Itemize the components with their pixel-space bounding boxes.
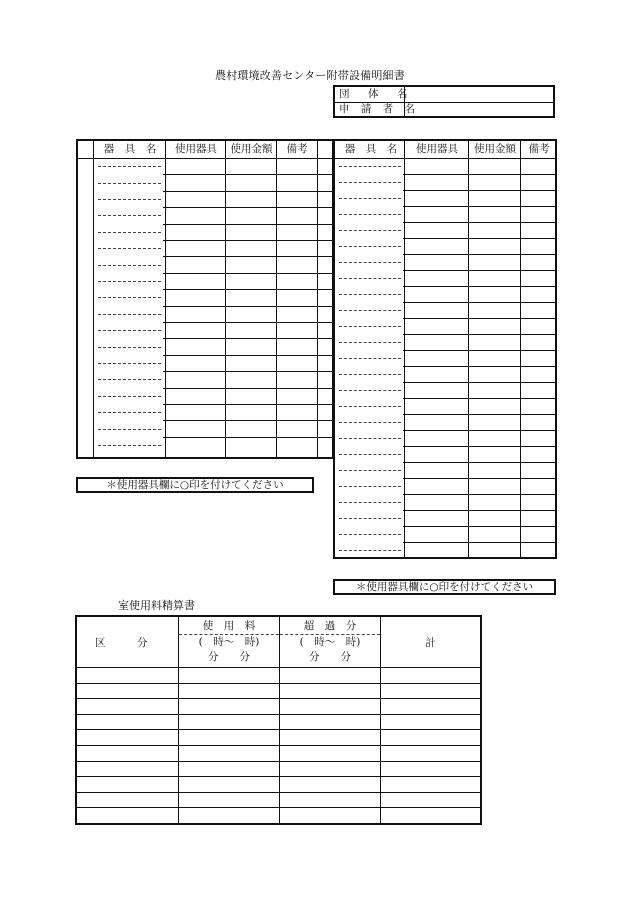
row-divider [163, 191, 332, 192]
applicant-name-label: 申 請 者 名 [335, 102, 405, 117]
header-usage-time: ( 時～ 時) [198, 636, 260, 648]
row-divider [403, 414, 555, 415]
equipment-name-row[interactable] [98, 281, 161, 282]
row-divider [163, 240, 332, 241]
equipment-name-row[interactable] [339, 454, 401, 455]
equipment-name-row[interactable] [339, 198, 401, 199]
row-divider [403, 446, 555, 447]
document-title: 農村環境改善センター附帯設備明細書 [215, 69, 405, 82]
header-division: 区 分 [95, 637, 148, 649]
row-divider [163, 404, 332, 405]
row-divider [163, 338, 332, 339]
row-divider [403, 286, 555, 287]
applicant-name-row [335, 102, 553, 117]
equipment-name-row[interactable] [339, 278, 401, 279]
fee-row-divider [77, 729, 480, 730]
row-divider [403, 174, 555, 175]
fee-row-divider [77, 714, 480, 715]
equipment-name-row[interactable] [339, 310, 401, 311]
equipment-name-row[interactable] [339, 486, 401, 487]
equipment-name-row[interactable] [98, 379, 161, 380]
row-divider [163, 207, 332, 208]
equipment-name-row[interactable] [98, 330, 161, 331]
row-divider [403, 350, 555, 351]
row-divider [403, 430, 555, 431]
row-divider [403, 398, 555, 399]
fee-row-divider [77, 792, 480, 793]
equipment-name-row[interactable] [339, 534, 401, 535]
row-divider [163, 273, 332, 274]
header-usage-fee: 使 用 料 [202, 620, 256, 632]
column-header-equipment-name: 器 具 名 [344, 143, 398, 155]
row-divider [163, 289, 332, 290]
row-divider [163, 371, 332, 372]
equipment-name-row[interactable] [339, 230, 401, 231]
usage-note-left: ＊使用器具欄に○印を付けてください [76, 477, 314, 493]
equipment-name-row[interactable] [98, 363, 161, 364]
row-divider [403, 222, 555, 223]
fee-section-title: 室使用料精算書 [118, 599, 195, 612]
group-name-row [335, 87, 553, 103]
fee-row-divider [77, 667, 480, 668]
row-divider [403, 510, 555, 511]
applicant-box [333, 85, 555, 118]
row-divider [403, 366, 555, 367]
equipment-name-row[interactable] [339, 550, 401, 551]
room-fee-table [75, 615, 482, 825]
equipment-name-row[interactable] [339, 294, 401, 295]
row-divider [403, 302, 555, 303]
row-divider [403, 462, 555, 463]
equipment-name-row[interactable] [98, 232, 161, 233]
equipment-name-row[interactable] [98, 429, 161, 430]
fee-row-divider [77, 761, 480, 762]
row-divider [403, 494, 555, 495]
equipment-name-row[interactable] [98, 396, 161, 397]
usage-note-right: ＊使用器具欄に○印を付けてください [333, 579, 556, 595]
column-header-amount: 使用金額 [474, 143, 516, 155]
row-divider [403, 542, 555, 543]
row-divider [163, 306, 332, 307]
row-divider [163, 224, 332, 225]
fee-row-divider [77, 683, 480, 684]
column-header-remarks: 備考 [528, 143, 550, 155]
row-divider [403, 270, 555, 271]
fee-row-divider [77, 776, 480, 777]
group-name-label: 団 体 名 [335, 87, 405, 102]
row-divider [403, 526, 555, 527]
row-divider [403, 318, 555, 319]
column-header-used: 使用器具 [175, 143, 217, 155]
equipment-name-row[interactable] [98, 445, 161, 446]
column-header-remarks: 備考 [286, 143, 308, 155]
equipment-name-row[interactable] [339, 326, 401, 327]
equipment-name-row[interactable] [339, 214, 401, 215]
equipment-name-row[interactable] [339, 358, 401, 359]
equipment-name-row[interactable] [98, 166, 161, 167]
equipment-name-row[interactable] [339, 422, 401, 423]
row-divider [163, 256, 332, 257]
equipment-name-row[interactable] [339, 518, 401, 519]
header-total: 計 [425, 637, 436, 649]
equipment-name-row[interactable] [339, 502, 401, 503]
equipment-name-row[interactable] [98, 199, 161, 200]
header-usage-minutes: 分 分 [208, 651, 250, 663]
equipment-name-row[interactable] [339, 406, 401, 407]
equipment-name-row[interactable] [339, 182, 401, 183]
equipment-table-right [333, 139, 557, 559]
fee-row-divider [77, 698, 480, 699]
row-divider [403, 238, 555, 239]
equipment-name-row[interactable] [98, 314, 161, 315]
equipment-name-row[interactable] [339, 262, 401, 263]
row-divider [403, 206, 555, 207]
fee-row-divider [77, 745, 480, 746]
equipment-name-row[interactable] [98, 347, 161, 348]
equipment-table-left [76, 139, 334, 459]
column-header-used: 使用器具 [416, 143, 458, 155]
row-divider [163, 355, 332, 356]
equipment-name-row[interactable] [339, 374, 401, 375]
row-divider [163, 437, 332, 438]
equipment-name-row[interactable] [98, 248, 161, 249]
row-divider [163, 174, 332, 175]
row-divider [403, 254, 555, 255]
row-divider [403, 478, 555, 479]
row-divider [163, 388, 332, 389]
column-header-equipment-name: 器 具 名 [103, 143, 157, 155]
header-overtime-time: ( 時～ 時) [299, 636, 361, 648]
equipment-name-row[interactable] [98, 215, 161, 216]
equipment-name-row[interactable] [98, 183, 161, 184]
equipment-name-row[interactable] [339, 166, 401, 167]
fee-row-divider [77, 807, 480, 808]
row-divider [163, 420, 332, 421]
row-divider [403, 334, 555, 335]
equipment-name-row[interactable] [339, 438, 401, 439]
equipment-name-row[interactable] [339, 470, 401, 471]
column-header-amount: 使用金額 [230, 143, 273, 155]
row-divider [163, 322, 332, 323]
header-overtime-minutes: 分 分 [309, 651, 351, 663]
equipment-name-row[interactable] [339, 342, 401, 343]
equipment-name-row[interactable] [98, 297, 161, 298]
equipment-name-row[interactable] [98, 412, 161, 413]
equipment-name-row[interactable] [98, 265, 161, 266]
row-divider [403, 382, 555, 383]
row-divider [403, 190, 555, 191]
equipment-name-row[interactable] [339, 246, 401, 247]
header-overtime: 超 過 分 [303, 620, 357, 632]
equipment-name-row[interactable] [339, 390, 401, 391]
